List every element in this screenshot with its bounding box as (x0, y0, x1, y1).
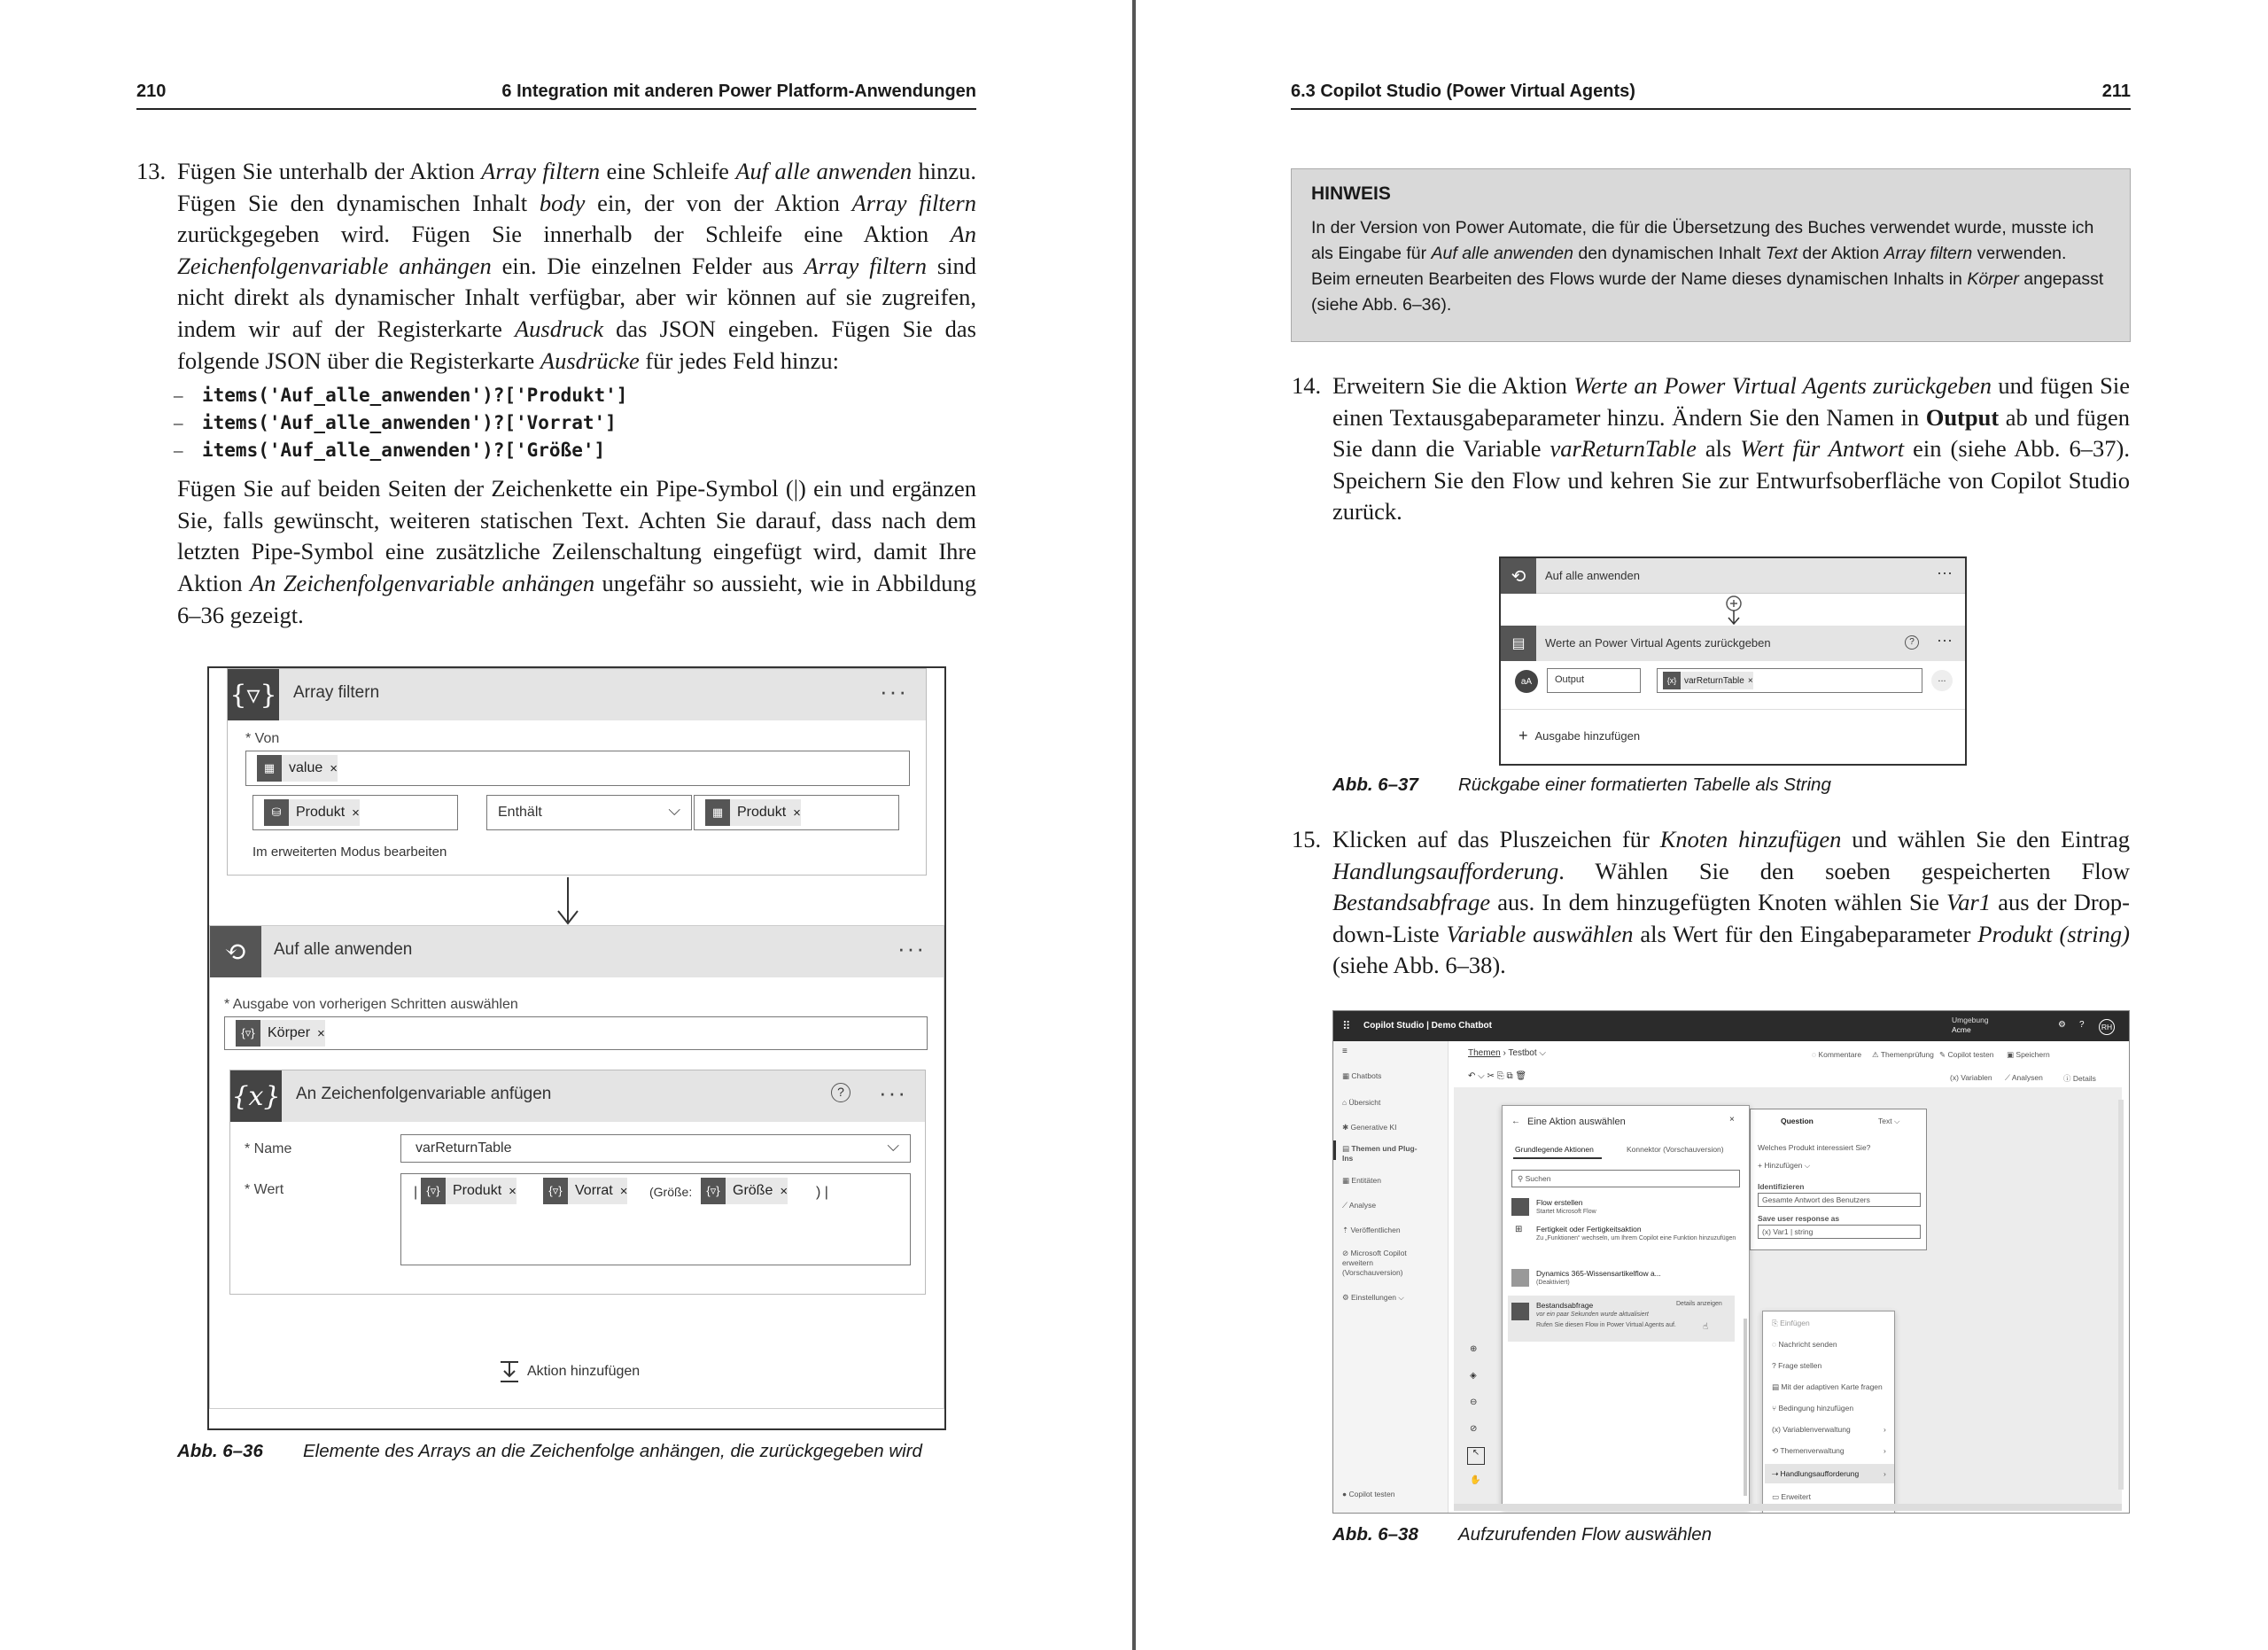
question-type[interactable]: Text ⌵ (1878, 1117, 1900, 1125)
add-step-icon[interactable] (1722, 595, 1745, 626)
app-title: Copilot Studio | Demo Chatbot (1363, 1021, 1492, 1031)
hint-box (1291, 168, 2131, 342)
sidebar-item-entities[interactable]: ▦ Entitäten (1342, 1176, 1381, 1185)
close-icon[interactable]: × (317, 1025, 325, 1041)
card-title: Array filtern (293, 683, 380, 702)
sidebar-item-generative-ai[interactable]: ✱ Generative KI (1342, 1123, 1397, 1132)
item-title[interactable]: Fertigkeit oder Fertigkeitsaktion (1536, 1225, 1642, 1234)
text-type-icon: aA (1515, 670, 1538, 693)
append-string-card[interactable] (229, 1070, 926, 1295)
item-title[interactable]: Bestandsabfrage (1536, 1301, 1594, 1310)
close-icon[interactable]: × (509, 1183, 517, 1199)
caption-label: Abb. 6–37 (1332, 774, 1418, 795)
add-action-icon (499, 1360, 520, 1383)
page-number: 210 (136, 82, 167, 101)
sidebar-item-settings[interactable]: ⚙ Einstellungen ⌵ (1342, 1293, 1404, 1302)
details-link[interactable]: Details anzeigen (1676, 1301, 1722, 1307)
var-return-table-token[interactable]: {x} varReturnTable × (1663, 672, 1753, 689)
settings-icon[interactable]: ⚙ (2058, 1020, 2066, 1030)
identify-select[interactable]: Gesamte Antwort des Benutzers (1758, 1193, 1921, 1207)
topic-check-button[interactable]: ⚠ Themenprüfung (1872, 1050, 1934, 1059)
flow-icon (1511, 1269, 1529, 1287)
more-options-icon[interactable]: ··· (880, 678, 908, 704)
close-icon[interactable]: × (780, 1183, 788, 1199)
item-description: Rufen Sie diesen Flow in Power Virtual Agents auf. (1536, 1322, 1676, 1328)
item-subtitle: Startet Microsoft Flow (1536, 1209, 1596, 1215)
mini-map-icon[interactable]: ⊘ (1470, 1424, 1478, 1434)
section-title: 6.3 Copilot Studio (Power Virtual Agents) (1291, 82, 1635, 101)
details-button[interactable]: ⓘ Details (2063, 1074, 2096, 1083)
figure-6-38 (1332, 1010, 2130, 1514)
output-label: * Ausgabe von vorherigen Schritten auswählen (224, 997, 518, 1012)
data-icon: ⛁ (264, 799, 289, 826)
variable-icon: {x} (1663, 672, 1681, 689)
help-icon[interactable]: ? (1905, 635, 1919, 650)
canvas-horizontal-scrollbar[interactable] (1454, 1504, 2122, 1511)
name-label: * Name (245, 1141, 292, 1156)
pipe-text: | (414, 1185, 418, 1200)
zoom-controls (1466, 1344, 1487, 1495)
groesse-token[interactable]: {▿} Größe × (701, 1178, 788, 1204)
expression-icon: {▿} (421, 1178, 446, 1204)
search-input[interactable]: ⚲ Suchen (1511, 1170, 1740, 1187)
menu-item-send-message[interactable]: ◌ Nachricht senden (1772, 1340, 1837, 1349)
canvas-scrollbar[interactable] (2118, 1100, 2124, 1490)
sidebar-item-analytics[interactable]: ⟋ Analyse (1342, 1201, 1377, 1210)
running-header (136, 78, 976, 110)
caption-label: Abb. 6–36 (177, 1441, 263, 1461)
arrow-down-icon (555, 877, 581, 927)
item-subtitle: vor ein paar Sekunden wurde aktualisiert (1536, 1311, 1649, 1318)
page-number: 211 (2101, 82, 2131, 101)
step-number: 13. (136, 158, 167, 184)
more-options-icon[interactable]: ··· (879, 1079, 907, 1106)
chapter-title: 6 Integration mit anderen Power Platform-Anwendungen (501, 82, 976, 101)
breadcrumb-topics[interactable]: Themen (1468, 1048, 1501, 1058)
environment-label: Umgebung (1952, 1016, 1989, 1024)
figure-caption (177, 1441, 922, 1462)
code-line: – items('Auf_alle_anwenden')?['Größe'] (174, 440, 606, 462)
close-icon[interactable]: × (1729, 1115, 1735, 1125)
filter-icon: {▿} (228, 669, 279, 720)
menu-item-insert[interactable]: ⎘ Einfügen (1772, 1319, 1810, 1327)
zoom-out-icon[interactable]: ⊖ (1470, 1397, 1478, 1407)
wert-field[interactable] (400, 1173, 911, 1265)
chevron-right-icon: › (1884, 1446, 1886, 1455)
caption-label: Abb. 6–38 (1332, 1524, 1418, 1545)
avatar[interactable]: RH (2099, 1019, 2115, 1035)
flow-icon (1511, 1303, 1529, 1320)
sidebar-item-extend[interactable]: ⊘ Microsoft Copilot erweitern (Vorschauversion) (1342, 1249, 1407, 1277)
active-tab-indicator (1513, 1157, 1602, 1159)
sidebar (1333, 1041, 1449, 1514)
condition-right-field[interactable] (694, 795, 899, 830)
save-button[interactable]: ▣ Speichern (2007, 1050, 2050, 1059)
operator-value: Enthält (498, 805, 542, 820)
panel-title: Eine Aktion auswählen (1527, 1117, 1626, 1127)
produkt-token[interactable]: ▦ Produkt × (705, 799, 801, 826)
more-options-icon[interactable]: ··· (1937, 631, 1953, 649)
variable-icon: {x} (230, 1070, 282, 1122)
menu-item-adaptive-card[interactable]: ▤ Mit der adaptiven Karte fragen (1772, 1382, 1883, 1391)
chevron-down-icon: ⌵ (887, 1137, 899, 1155)
sidebar-item-topics[interactable]: ▤ Themen und Plug-Ins (1342, 1144, 1418, 1163)
step-13-paragraph-1: Fügen Sie unterhalb der Aktion Array filtern eine Schleife Auf alle anwenden hinzu. Fügen Sie den dynamischen Inhalt body ein, der von der Aktion Array filtern zurückgegeben wird. Fügen Sie innerhalb der Schleife eine Aktion An Zeichenfolgenvariable anhängen ein. Die einzelnen Felder aus Array filtern sind nicht direkt als dynamischer Inhalt verfügbar, aber wir können auf sie zugreifen, indem wir auf der Registerkarte Ausdruck das JSON eingeben. Fügen Sie das folgende JSON über die Registerkarte Ausdrücke für jedes Feld hinzu: (177, 158, 977, 374)
pipe-text: ) | (816, 1185, 828, 1200)
caption-text: Aufzurufenden Flow auswählen (1458, 1524, 1713, 1545)
code-line: – items('Auf_alle_anwenden')?['Vorrat'] (174, 412, 617, 434)
app-top-bar (1333, 1011, 2130, 1041)
condition-operator-select[interactable] (486, 795, 692, 830)
output-field[interactable] (224, 1016, 928, 1050)
step-14-paragraph: Erweitern Sie die Aktion Werte an Power Virtual Agents zurückgeben und fügen Sie einen Textausgabeparameter hinzu. Ändern Sie den Namen in Output ab und fügen Sie dann die Variable varReturnTable als Wert für Antwort ein (siehe Abb. 6–37). Speichern Sie den Flow und kehren Sie zur Entwurfsoberfläche von Copilot Studio zurück. (1332, 372, 2131, 525)
close-icon[interactable]: × (330, 760, 338, 776)
action-panel (1502, 1105, 1750, 1509)
card-header[interactable] (210, 926, 944, 977)
code-line: – items('Auf_alle_anwenden')?['Produkt'] (174, 385, 628, 407)
more-icon[interactable]: ... (1931, 670, 1953, 691)
pan-tool-icon[interactable]: ✋ (1470, 1475, 1481, 1485)
step-15 (1292, 824, 2130, 982)
zoom-in-icon[interactable]: ⊕ (1470, 1344, 1478, 1354)
caption-text: Rückgabe einer formatierten Tabelle als String (1458, 774, 1831, 795)
menu-item-advanced[interactable]: ▭ Erweitert (1772, 1492, 1811, 1501)
question-text: Welches Produkt interessiert Sie? (1758, 1143, 1871, 1152)
menu-item-variables[interactable]: (x) Variablenverwaltung (1772, 1425, 1851, 1434)
save-response-label: Save user response as (1758, 1214, 1840, 1223)
analytics-button[interactable]: ⟋ Analysen (2005, 1073, 2043, 1082)
running-header (1291, 78, 2131, 110)
breadcrumb-current: Testbot (1508, 1048, 1537, 1058)
menu-item-condition[interactable]: ⑂ Bedingung hinzufügen (1772, 1404, 1854, 1413)
name-select[interactable] (400, 1134, 911, 1163)
select-tool-icon[interactable]: ↖ (1467, 1447, 1485, 1465)
cursor-hand-icon: ☝ (1703, 1322, 1709, 1332)
add-output-button[interactable] (1518, 727, 1640, 745)
close-icon[interactable]: × (619, 1183, 628, 1199)
test-copilot-button[interactable]: ● Copilot testen (1342, 1490, 1395, 1498)
active-indicator (1333, 1140, 1336, 1160)
step-14 (1292, 370, 2131, 528)
card-header[interactable] (230, 1070, 925, 1122)
step-13 (136, 156, 977, 631)
loop-header[interactable] (1501, 558, 1965, 594)
breadcrumb: Themen › Testbot ⌵ (1468, 1048, 1547, 1058)
add-action-label: Aktion hinzufügen (527, 1364, 641, 1379)
figure-caption (1332, 1524, 1712, 1545)
undo-icon[interactable]: ↶ ⌵ ✂ ⎘ ⧉ 🗑 (1468, 1071, 1527, 1081)
excel-icon: ▦ (257, 755, 282, 782)
wert-label: * Wert (245, 1182, 284, 1197)
caption-text: Elemente des Arrays an die Zeichenfolge anhängen, die zurückgegeben wird (303, 1441, 922, 1461)
chevron-right-icon: › (1884, 1425, 1886, 1434)
von-field[interactable] (245, 751, 910, 786)
hint-text: In der Version von Power Automate, die für die Übersetzung des Buches verwendet wurde, musste ich als Eingabe für Auf alle anwenden den dynamischen Inhalt Text der Aktion Array filtern verwenden. Beim erneuten Bearbeiten des Flows wurde der Name dieses dynamischen Inhalts in Körper angepasst (siehe Abb. 6–36). (1311, 218, 2104, 315)
question-node[interactable] (1750, 1109, 1927, 1250)
sidebar-item-chatbots[interactable]: ▦ Chatbots (1342, 1071, 1382, 1080)
skill-icon: ⊞ (1515, 1225, 1523, 1234)
card-header[interactable] (228, 669, 926, 720)
loop-icon: ⟲ (1501, 558, 1536, 594)
help-icon[interactable]: ? (2079, 1020, 2085, 1030)
left-page (0, 0, 1132, 1650)
produkt-token[interactable]: {▿} Produkt × (421, 1178, 517, 1204)
save-variable-select[interactable]: (x) Var1 | string (1758, 1225, 1921, 1239)
condition-left-field[interactable] (252, 795, 458, 830)
output-name-value: Output (1555, 674, 1585, 685)
value-token[interactable]: ▦ value × (257, 755, 338, 782)
item-title[interactable]: Dynamics 365-Wissensartikelflow a... (1536, 1269, 1661, 1278)
chevron-down-icon: ⌵ (668, 801, 680, 819)
app-launcher-icon[interactable]: ⠿ (1342, 1019, 1351, 1032)
add-action-button[interactable] (499, 1360, 640, 1383)
advanced-mode-link[interactable]: Im erweiterten Modus bearbeiten (252, 844, 447, 860)
loop-title: Auf alle anwenden (1545, 569, 1640, 582)
help-icon[interactable]: ? (831, 1083, 850, 1102)
figure-6-37 (1499, 556, 1967, 766)
expression-icon: {▿} (543, 1178, 568, 1204)
array-filter-card[interactable] (227, 668, 927, 876)
chevron-right-icon: › (1884, 1469, 1886, 1478)
card-title: Auf alle anwenden (274, 940, 413, 959)
menu-item-topics[interactable]: ⟲ Themenverwaltung (1772, 1446, 1845, 1455)
loop-icon: ⟲ (210, 926, 261, 977)
expression-icon: {▿} (701, 1178, 726, 1204)
divider (1501, 709, 1965, 710)
koerper-token[interactable]: {▿} Körper × (236, 1020, 325, 1047)
output-name-field[interactable] (1547, 668, 1641, 693)
menu-item-ask-question[interactable]: ? Frage stellen (1772, 1361, 1822, 1370)
more-options-icon[interactable]: ··· (1937, 564, 1953, 581)
apply-to-each-card[interactable] (209, 925, 944, 1409)
identify-label: Identifizieren (1758, 1182, 1805, 1191)
close-icon[interactable]: × (352, 805, 360, 821)
tab-connector[interactable]: Konnektor (Vorschauversion) (1627, 1145, 1724, 1154)
action-title: Werte an Power Virtual Agents zurückgeben (1545, 636, 1771, 650)
comments-button[interactable]: ◌ Kommentare (1812, 1050, 1862, 1059)
sidebar-item-overview[interactable]: ⌂ Übersicht (1342, 1098, 1381, 1107)
step-number: 15. (1292, 826, 1322, 852)
card-title: An Zeichenfolgenvariable anfügen (296, 1085, 552, 1103)
code-list (174, 382, 976, 464)
figure-caption (1332, 774, 1831, 796)
right-page (1136, 0, 2268, 1650)
step-15-paragraph: Klicken auf das Pluszeichen für Knoten hinzufügen und wählen Sie den Eintrag Handlungsaufforderung. Wählen Sie den soeben gespeicherten Flow Bestandsabfrage aus. In dem hinzugefügten Knoten wählen Sie Var1 aus der Drop-down-Liste Variable auswählen als Wert für den Eingabeparameter Produkt (string) (siehe Abb. 6–38). (1332, 826, 2130, 979)
flow-icon (1511, 1198, 1529, 1216)
variables-button[interactable]: (x) Variablen (1950, 1073, 1992, 1082)
test-button[interactable]: ✎ Copilot testen (1939, 1050, 1994, 1059)
environment-value[interactable]: Acme (1952, 1025, 1971, 1034)
step-number: 14. (1292, 372, 1322, 399)
name-value: varReturnTable (416, 1140, 512, 1156)
item-title[interactable]: Flow erstellen (1536, 1198, 1583, 1207)
sidebar-item-publish[interactable]: ⇡ Veröffentlichen (1342, 1226, 1401, 1234)
item-subtitle: (Deaktiviert) (1536, 1280, 1570, 1286)
add-output-label: Ausgabe hinzufügen (1534, 729, 1641, 743)
produkt-token[interactable]: ⛁ Produkt × (264, 799, 360, 826)
close-icon[interactable]: × (1747, 675, 1753, 686)
back-arrow-icon[interactable]: ← (1511, 1117, 1520, 1126)
scrollbar[interactable] (1744, 1319, 1747, 1496)
more-options-icon[interactable]: ··· (897, 935, 926, 961)
output-value-field[interactable] (1657, 668, 1922, 693)
figure-6-36 (207, 666, 946, 1430)
close-icon[interactable]: × (793, 805, 801, 821)
menu-icon[interactable]: ≡ (1342, 1047, 1348, 1056)
hint-title: HINWEIS (1311, 183, 1391, 204)
tab-basic-actions[interactable]: Grundlegende Aktionen (1515, 1145, 1594, 1154)
vorrat-token[interactable]: {▿} Vorrat × (543, 1178, 627, 1204)
add-option-button[interactable]: + Hinzufügen ⌵ (1758, 1161, 1811, 1170)
chat-icon: ▤ (1501, 626, 1536, 661)
center-icon[interactable]: ◈ (1470, 1371, 1477, 1381)
excel-icon: ▦ (705, 799, 730, 826)
expression-icon: {▿} (236, 1020, 260, 1047)
static-text: (Größe: (649, 1185, 693, 1199)
menu-item-call-action[interactable]: ⇢ Handlungsaufforderung (1772, 1469, 1860, 1478)
plus-icon: + (1518, 727, 1528, 744)
return-values-header[interactable] (1501, 626, 1965, 661)
add-node-menu (1762, 1311, 1895, 1514)
question-title: Question (1781, 1117, 1814, 1125)
item-subtitle: Zu „Funktionen“ wechseln, um Ihrem Copilot eine Funktion hinzuzufügen (1536, 1235, 1736, 1241)
von-label: * Von (245, 731, 280, 746)
step-13-paragraph-2: Fügen Sie auf beiden Seiten der Zeichenkette ein Pipe-Symbol (|) ein und ergänzen Sie, falls gewünscht, weiteren statischen Text. Achten Sie darauf, dass nach dem letzten Pipe-Symbol eine zusätzliche Zeilenschaltung eingefügt wird, damit Ihre Aktion An Zeichenfolgenvariable anhängen ungefähr so aussieht, wie in Abbildung 6–36 gezeigt. (177, 475, 976, 628)
